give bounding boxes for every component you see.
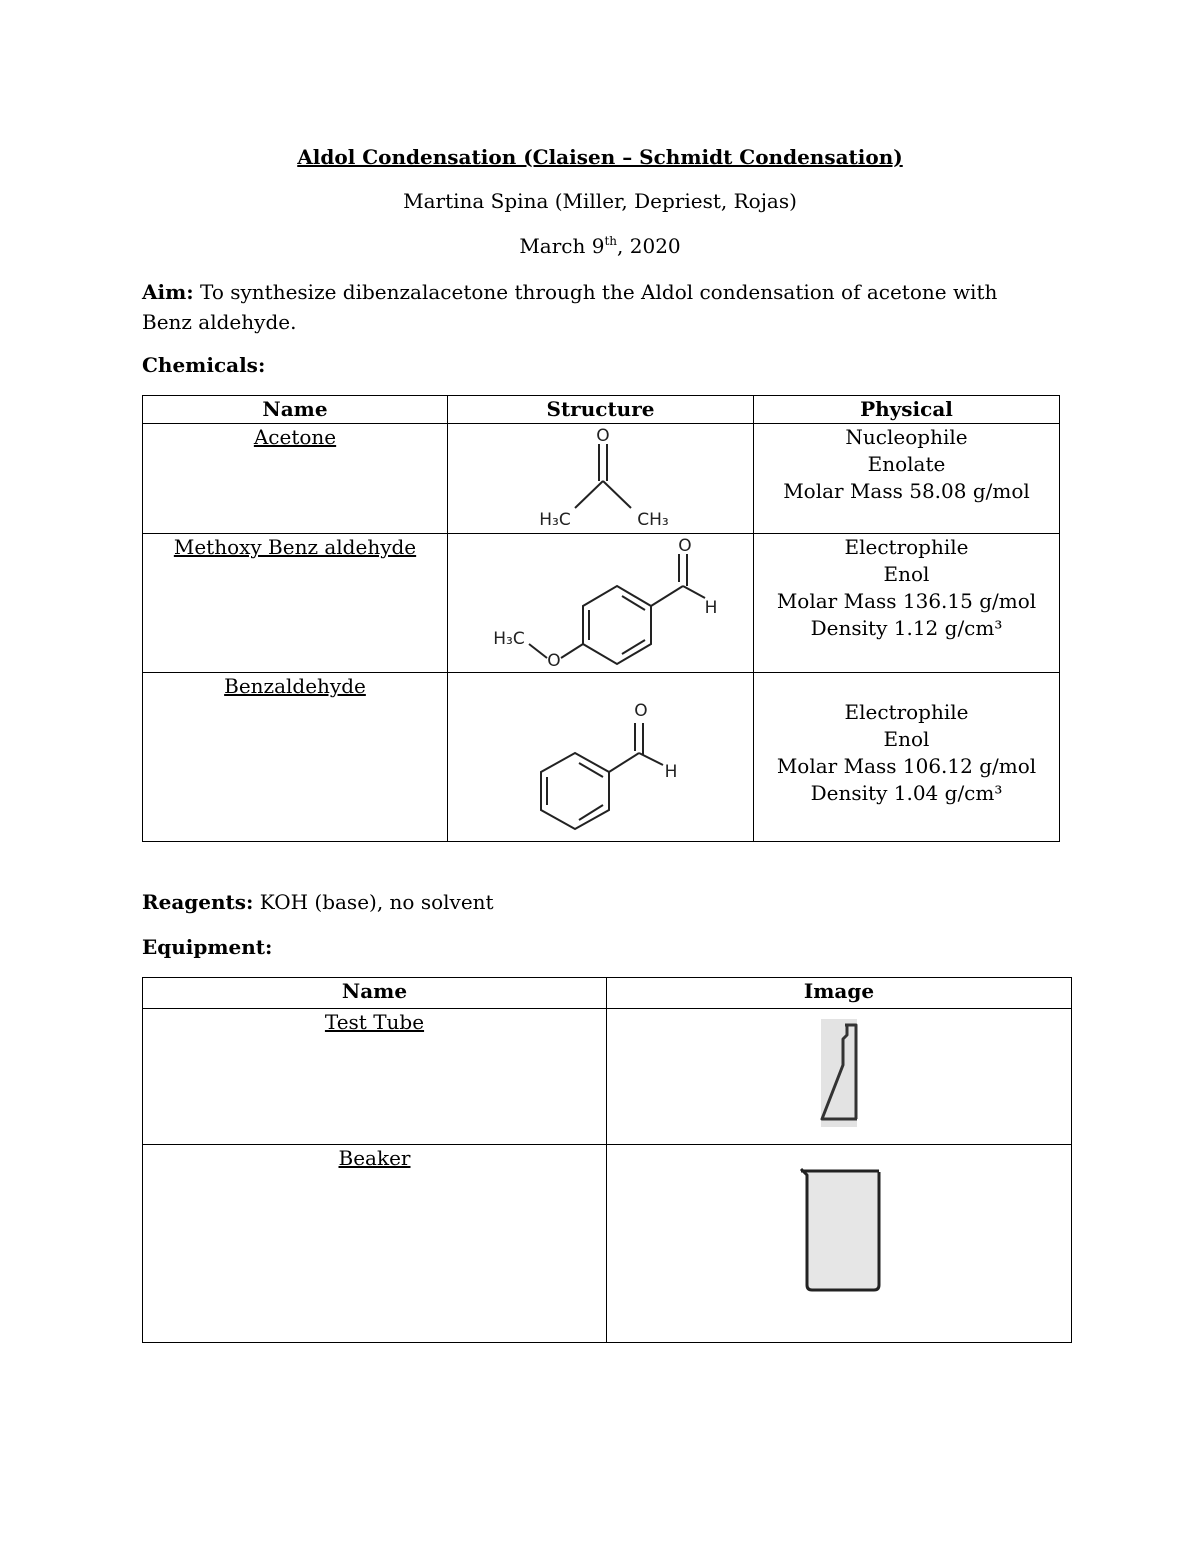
equipment-image-cell — [607, 1009, 1072, 1145]
table-row — [143, 1145, 1072, 1343]
physical-line: Molar Mass 136.15 g/mol — [776, 589, 1037, 613]
aim-text: To synthesize dibenzalacetone through the Aldol condensation of acetone with Benz aldehyde. — [142, 280, 998, 334]
document-authors: Martina Spina (Miller, Depriest, Rojas) — [403, 189, 797, 213]
reagents-text: KOH (base), no solvent — [253, 890, 494, 914]
aldehyde-o-label: O — [677, 536, 692, 556]
document-title: Aldol Condensation (Claisen – Schmidt Condensation) — [297, 145, 903, 169]
physical-line: Density 1.04 g/cm³ — [810, 781, 1003, 805]
equipment-name-cell — [143, 1009, 607, 1145]
physical-line: Density 1.12 g/cm³ — [810, 616, 1003, 640]
physical-line: Enol — [883, 727, 930, 751]
table-row — [143, 673, 1060, 842]
header-name: Name — [143, 396, 448, 424]
chemicals-heading: Chemicals: — [142, 353, 266, 377]
chemical-name: Acetone — [253, 425, 337, 449]
ether-o-label: O — [546, 651, 561, 670]
physical-cell — [754, 673, 1060, 842]
acetone-methyl-right-label: CH₃ — [636, 510, 669, 530]
physical-cell — [754, 424, 1060, 534]
equipment-table — [142, 977, 1072, 1343]
table-row — [143, 534, 1060, 673]
physical-line: Nucleophile — [845, 425, 968, 449]
chemical-name: Benzaldehyde — [224, 674, 366, 698]
chemical-name-cell — [143, 424, 448, 534]
date-prefix: March 9 — [519, 234, 605, 258]
aim-label: Aim: — [142, 280, 194, 304]
aim-paragraph — [142, 277, 1042, 337]
table-header-row — [143, 978, 1072, 1009]
header-image: Image — [607, 978, 1072, 1009]
benzaldehyde-o-label: O — [633, 701, 648, 721]
benzaldehyde-structure — [448, 673, 754, 842]
header-physical: Physical — [754, 396, 1060, 424]
equipment-name: Beaker — [338, 1146, 411, 1170]
acetone-structure — [448, 424, 754, 534]
reagents-label: Reagents: — [142, 890, 254, 914]
beaker-icon — [609, 1145, 1069, 1335]
chemical-name: Methoxy Benz aldehyde — [173, 535, 417, 559]
header-name: Name — [143, 978, 607, 1009]
table-row — [143, 424, 1060, 534]
physical-line: Molar Mass 106.12 g/mol — [776, 754, 1037, 778]
flask-icon — [609, 1009, 1069, 1137]
chemical-name-cell — [143, 534, 448, 673]
methoxybenzaldehyde-structure — [448, 534, 754, 673]
header-structure: Structure — [448, 396, 754, 424]
physical-line: Molar Mass 58.08 g/mol — [783, 479, 1030, 503]
document-date — [0, 233, 1200, 259]
physical-cell — [754, 534, 1060, 673]
acetone-structure-diagram — [451, 424, 751, 532]
chemicals-table — [142, 395, 1060, 842]
equipment-name-cell — [143, 1145, 607, 1343]
equipment-image-cell — [607, 1145, 1072, 1343]
methyl-label: H₃C — [492, 629, 525, 649]
table-header-row — [143, 396, 1060, 424]
acetone-o-label: O — [595, 426, 610, 446]
equipment-name: Test Tube — [324, 1010, 425, 1034]
methoxybenzaldehyde-structure-diagram — [451, 534, 751, 670]
chemical-name-cell — [143, 673, 448, 842]
benzaldehyde-structure-diagram — [451, 673, 751, 839]
table-row — [143, 1009, 1072, 1145]
physical-line: Enol — [883, 562, 930, 586]
physical-line: Electrophile — [844, 535, 969, 559]
equipment-heading: Equipment: — [142, 935, 273, 959]
acetone-methyl-left-label: H₃C — [538, 510, 571, 530]
physical-line: Electrophile — [844, 700, 969, 724]
reagents-paragraph — [142, 887, 1042, 917]
date-ordinal: th — [604, 234, 618, 248]
benzaldehyde-h-label: H — [664, 762, 677, 782]
aldehyde-h-label: H — [704, 598, 717, 618]
date-suffix: , 2020 — [617, 234, 681, 258]
physical-line: Enolate — [867, 452, 946, 476]
